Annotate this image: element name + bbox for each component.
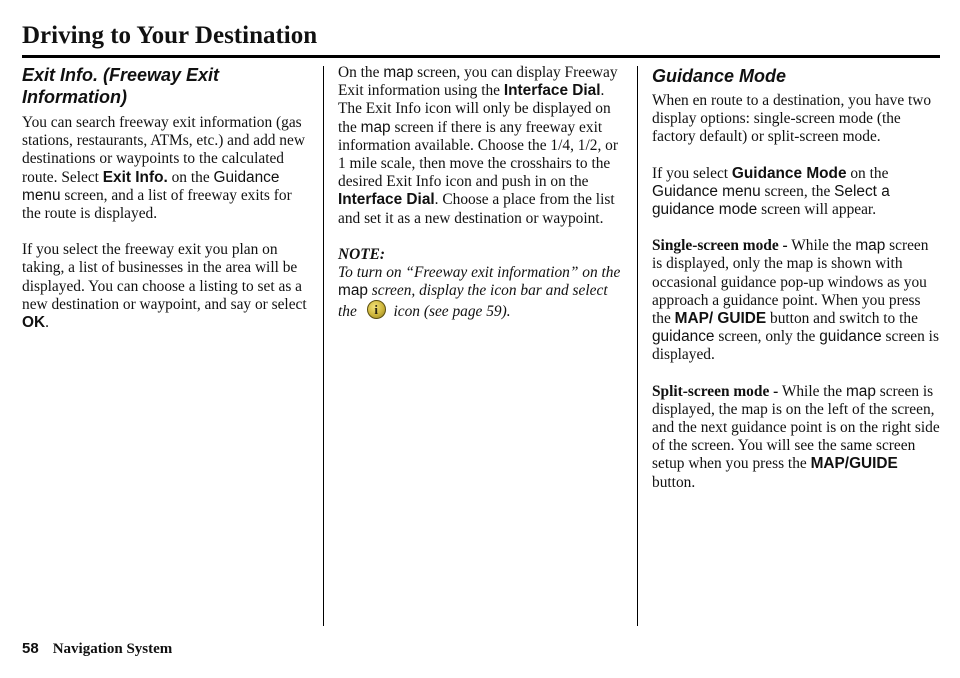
column-map-exit-info (338, 64, 628, 340)
text: While the (778, 382, 846, 400)
paragraph-exit-select (22, 241, 310, 332)
term-map: map (845, 382, 876, 400)
column-divider-left (323, 66, 324, 626)
text: screen is displayed. (652, 328, 939, 364)
text: on the (846, 164, 889, 182)
title-divider (22, 55, 940, 58)
text: icon (see page 59). (389, 303, 511, 321)
term-guidance: guidance (819, 328, 882, 346)
text: button. (652, 473, 696, 491)
text: screen if there is any freeway exit information available. Choose the 1/4, 1/2, or 1 mile scale, then move the crosshairs to the desired Exit Info icon and push in on the (338, 118, 618, 191)
text: If you select (652, 164, 732, 182)
text: screen will appear. (757, 201, 877, 219)
text: on the (167, 168, 214, 186)
term-map: map (338, 282, 368, 300)
term-guidance-menu: Guidance menu (22, 168, 280, 204)
term-guidance-mode: Guidance Mode (731, 164, 847, 182)
term-map: map (855, 237, 886, 255)
column-guidance-mode (652, 64, 942, 510)
section-heading-exit-info: Exit Info. (Freeway Exit Information) (22, 65, 220, 107)
text: screen, and a list of freeway exits for the route is displayed. (22, 186, 292, 223)
page-title: Driving to Your Destination (22, 22, 318, 49)
page-number: 58 (22, 640, 39, 657)
text: button and switch to the (766, 310, 918, 328)
section-heading-guidance-mode: Guidance Mode (652, 66, 787, 86)
text: You can search freeway exit information (gas stations, restaurants, ATMs, etc.) and add new destinations or waypoints to the calculated route. Select (22, 114, 305, 186)
text: If you select the freeway exit you plan on taking, a list of businesses in the area will be displayed. You can choose a listing to set as a new destination or waypoint, and say or select (22, 241, 307, 313)
text: . The Exit Info icon will only be displayed on the (338, 82, 611, 136)
text: . (45, 314, 49, 332)
column-divider-right (637, 66, 638, 626)
term-interface-dial: Interface Dial (503, 82, 601, 100)
text: While the (787, 237, 856, 255)
text: To turn on “Freeway exit information” on the (338, 264, 621, 282)
term-select-guidance-mode: Select a guidance mode (652, 182, 890, 219)
footer-label: Navigation System (52, 641, 173, 657)
paragraph-guidance-select (652, 165, 942, 220)
term-map-guide: MAP/ GUIDE (674, 310, 767, 328)
paragraph-exit-info-intro (22, 114, 310, 223)
page-footer (22, 640, 172, 658)
label-split-screen: Split-screen mode - (652, 382, 779, 400)
label-single-screen: Single-screen mode - (652, 237, 788, 255)
text: . Choose a place from the list and set it as a new destination or waypoint. (338, 191, 615, 227)
paragraph-map-screen (338, 64, 628, 228)
term-interface-dial: Interface Dial (338, 191, 435, 209)
text: screen, only the (714, 328, 820, 346)
term-guidance: guidance (652, 328, 715, 346)
text: screen, you can display Freeway Exit information using the (338, 64, 618, 100)
term-guidance-menu: Guidance menu (652, 182, 761, 200)
term-exit-info: Exit Info. (102, 168, 168, 186)
text: screen, the (760, 182, 835, 200)
paragraph-single-screen (652, 237, 942, 364)
note-label: NOTE: (338, 245, 386, 263)
column-exit-info (22, 64, 310, 350)
text: screen is displayed, the map is on the left of the screen, and the next guidance point is on the right side of the screen. You will see the same screen setup when you press the (652, 382, 940, 473)
text: On the (338, 64, 384, 81)
info-icon (367, 300, 386, 319)
paragraph-guidance-intro: When en route to a destination, you have two display options: single-screen mode (the factory default) or split-screen mode. (652, 92, 932, 146)
note-text (338, 264, 628, 322)
paragraph-split-screen (652, 383, 942, 492)
text: screen, display the icon bar and select the (338, 282, 608, 321)
term-map: map (360, 118, 391, 136)
term-map-guide: MAP/GUIDE (810, 455, 898, 473)
term-ok: OK (22, 314, 46, 332)
term-map: map (383, 64, 414, 81)
text: screen is displayed, only the map is shown with occasional guidance pop-up windows as you approach a guidance point. When you press the (652, 237, 929, 328)
